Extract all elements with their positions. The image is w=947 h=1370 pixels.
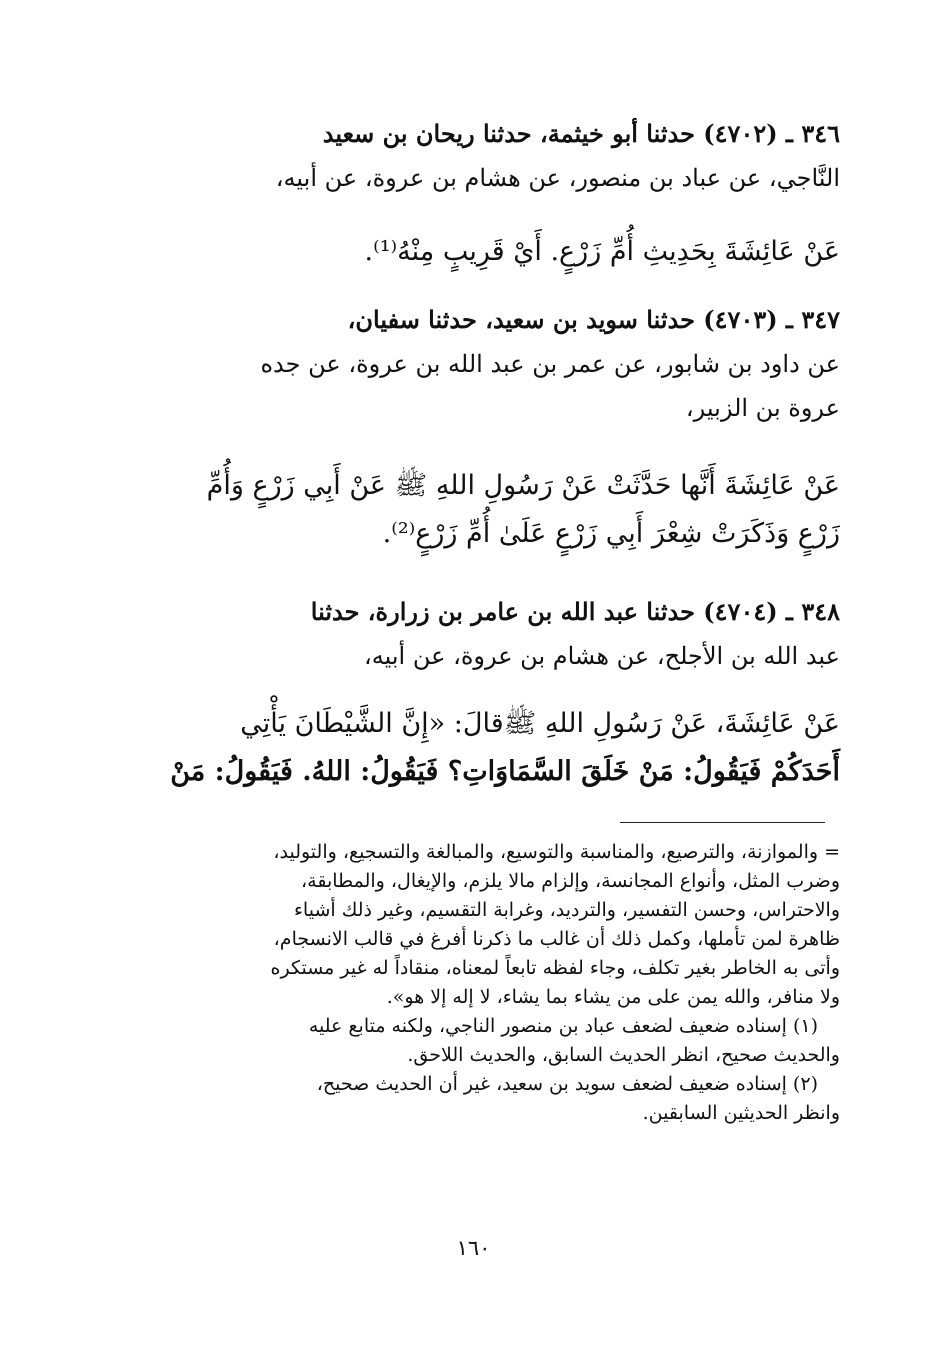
hadith-348-isnad-line-2: عبد الله بن الأجلح، عن هشام بن عروة، عن أبيه، <box>364 642 840 670</box>
footnote-continued-line-5: وأتى به الخاطر بغير تكلف، وجاء لفظه تابعاً لمعناه، منقاداً له غير مستكره <box>270 957 840 979</box>
hadith-348-matn-line-1: عَنْ عَائِشَةَ، عَنْ رَسُولِ اللهِ ﷺقالَ: «إِنَّ الشَّيْطَانَ يَأْتِي <box>240 708 840 739</box>
hadith-348-isnad-line-1: ٣٤٨ ـ (٤٧٠٤) حدثنا عبد الله بن عامر بن زرارة، حدثنا <box>310 597 840 626</box>
hadith-347 <box>128 298 840 430</box>
footnote-1-line-1: (١) إسناده ضعيف لضعف عباد بن منصور الناجي، ولكنه متابع عليه <box>308 1015 818 1037</box>
footnote-continued-line-2: وضرب المثل، وأنواع المجانسة، وإلزام مالا يلزم، والإيغال، والمطابقة، <box>301 870 840 892</box>
footnote-continued-line-4: ظاهرة لمن تأملها، وكمل ذلك أن غالب ما ذكرنا أفرغ في قالب الانسجام، <box>273 928 840 950</box>
hadith-347-isnad-line-1: ٣٤٧ ـ (٤٧٠٣) حدثنا سويد بن سعيد، حدثنا سفيان، <box>347 305 840 334</box>
footnote-continued-line-3: والاحتراس، وحسن التفسير، والترديد، وغرابة التقسيم، وغير ذلك أشياء <box>294 899 840 921</box>
hadith-348-matn-line-2: أَحَدَكُمْ فَيَقُولُ: مَنْ خَلَقَ السَّمَاوَاتِ؟ فَيَقُولُ: اللهُ. فَيَقُولُ: مَنْ <box>170 756 840 787</box>
hadith-347-matn <box>128 462 858 558</box>
hadith-348 <box>128 590 840 678</box>
footnote-1-line-2: والحديث صحيح، انظر الحديث السابق، والحديث اللاحق. <box>407 1044 840 1066</box>
hadith-346-isnad-line-2: النَّاجي، عن عباد بن منصور، عن هشام بن عروة، عن أبيه، <box>275 164 840 192</box>
footnote-separator <box>620 822 825 823</box>
footnotes <box>128 838 840 1128</box>
hadith-347-matn-line-2: زَرْعٍ وَذَكَرَتْ شِعْرَ أَبِي زَرْعٍ عَلَىٰ أُمِّ زَرْعٍ⁽²⁾. <box>382 518 840 549</box>
hadith-346-matn <box>128 228 858 276</box>
page-number: ١٦٠ <box>456 1236 491 1260</box>
footnote-continued-line-1: = والموازنة، والترصيع، والمناسبة والتوسيع، والمبالغة والتسجيع، والتوليد، <box>273 841 840 863</box>
footnote-2-line-1: (٢) إسناده ضعيف لضعف سويد بن سعيد، غير أن الحديث صحيح، <box>316 1073 818 1095</box>
hadith-348-matn <box>128 700 858 796</box>
hadith-347-matn-line-1: عَنْ عَائِشَةَ أَنَّها حَدَّثَتْ عَنْ رَسُولِ اللهِ ﷺ عَنْ أَبِي زَرْعٍ وَأُمِّ <box>206 470 840 501</box>
hadith-347-isnad-line-3: عروة بن الزبير، <box>685 394 840 422</box>
hadith-346-matn-line: عَنْ عَائِشَةَ بِحَدِيثِ أُمِّ زَرْعٍ. أَيْ قَرِيبٍ مِنْهُ⁽¹⁾. <box>364 236 840 267</box>
hadith-346-isnad-line-1: ٣٤٦ ـ (٤٧٠٢) حدثنا أبو خيثمة، حدثنا ريحان بن سعيد <box>322 119 840 148</box>
footnote-continued-line-6: ولا منافر، والله يمن على من يشاء بما يشاء، لا إله إلا هو». <box>386 986 840 1008</box>
hadith-347-isnad-line-2: عن داود بن شابور، عن عمر بن عبد الله بن عروة، عن جده <box>260 350 840 378</box>
footnote-2-line-2: وانظر الحديثين السابقين. <box>642 1102 840 1124</box>
hadith-346 <box>128 112 840 200</box>
